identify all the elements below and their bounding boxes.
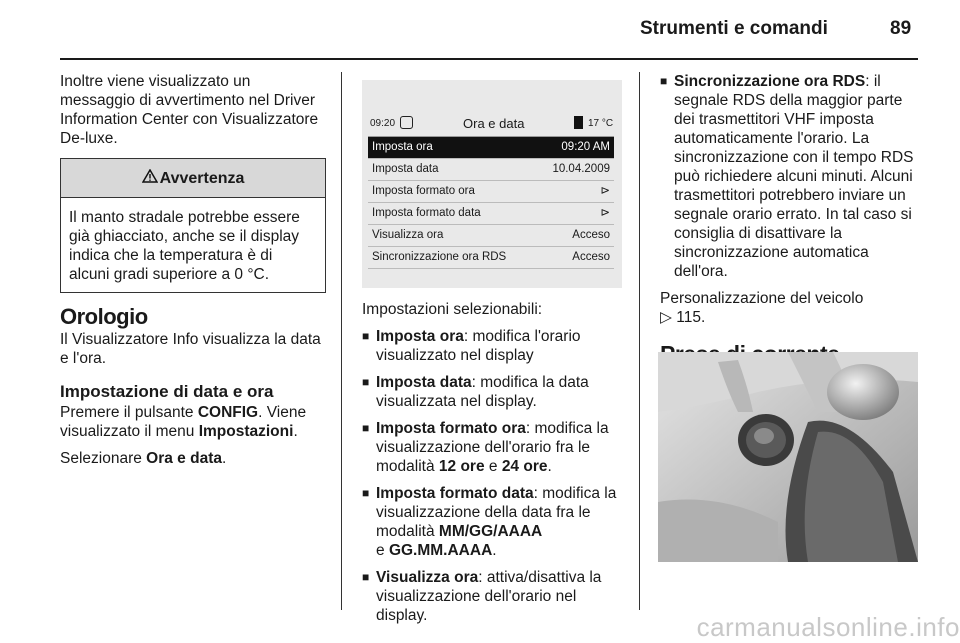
text: . xyxy=(293,423,298,440)
menu-row xyxy=(368,225,614,247)
menu-row-value: 10.04.2009 xyxy=(552,163,610,175)
option-keyword: MM/GG/AAAA xyxy=(438,523,543,540)
subheading-impostazione: Impostazione di data e ora xyxy=(60,382,274,401)
warning-header xyxy=(61,159,325,198)
option-keyword: 12 ore xyxy=(438,458,485,475)
bullet-text: : modifica l'orario visualizzato nel display xyxy=(376,328,581,364)
select-paragraph xyxy=(60,449,326,468)
display-screenshot xyxy=(362,80,622,288)
bullet-item xyxy=(362,419,624,476)
reference-page[interactable]: 115. xyxy=(676,309,706,326)
clock-icon xyxy=(400,116,413,129)
menu-row-label: Imposta ora xyxy=(372,141,433,153)
orologio-paragraph: Il Visualizzatore Info visualizza la data e l'ora. xyxy=(60,331,321,367)
watermark-text: carmanualsonline.info xyxy=(696,612,960,642)
settings-lead: Impostazioni selezionabili: xyxy=(362,301,543,318)
menu-row-arrow-icon: ⊳ xyxy=(600,185,610,197)
bullet-item xyxy=(362,484,624,560)
warning-title: Avvertenza xyxy=(159,170,245,187)
display-menu xyxy=(368,136,614,269)
menu-row xyxy=(368,159,614,181)
bullet-keyword: Imposta formato ora xyxy=(376,420,526,437)
bullet-item xyxy=(362,373,624,411)
bullet-text: : attiva/disattiva la visualizzazione dell'orario nel display. xyxy=(376,569,602,624)
menu-row-value: Acceso xyxy=(572,229,610,241)
text: Selezionare xyxy=(60,450,147,467)
bullet-text: : modifica la visualizzazione della data fra le modalità xyxy=(376,485,617,540)
column-right xyxy=(660,72,922,378)
column-left xyxy=(60,72,326,476)
text: e xyxy=(484,458,502,475)
bullet-keyword: Imposta formato data xyxy=(376,485,534,502)
cross-reference xyxy=(660,289,922,327)
bullet-keyword: Imposta ora xyxy=(376,328,464,345)
column-middle xyxy=(362,300,624,633)
menu-keyword: Impostazioni xyxy=(198,423,294,440)
column-divider xyxy=(639,72,640,610)
config-paragraph xyxy=(60,403,326,441)
bullet-keyword: Imposta data xyxy=(376,374,472,391)
text: . xyxy=(492,542,497,559)
display-temperature: 17 °C xyxy=(588,118,614,129)
menu-row-label: Imposta data xyxy=(372,163,439,175)
menu-row xyxy=(368,203,614,225)
menu-row-value: Acceso xyxy=(572,251,610,263)
ora-data-keyword: Ora e data xyxy=(146,450,222,467)
menu-row-arrow-icon: ⊳ xyxy=(600,207,610,219)
menu-row-label: Imposta formato ora xyxy=(372,185,475,197)
text: . xyxy=(221,450,227,467)
text: Premere il pulsante xyxy=(60,404,198,421)
bullet-item xyxy=(660,72,922,281)
text: . xyxy=(547,458,552,475)
display-status-bar xyxy=(368,114,614,136)
bullet-keyword: Sincronizzazione ora RDS xyxy=(674,73,866,90)
reference-arrow-icon: ▷ xyxy=(660,309,672,326)
text: . Viene visualizzato il menu xyxy=(60,404,307,440)
thermometer-icon xyxy=(574,116,583,129)
menu-row-label: Imposta formato data xyxy=(372,207,481,219)
bullet-text: : modifica la visualizzazione dell'orario fra le modalità xyxy=(376,420,609,475)
header-rule xyxy=(60,58,918,60)
option-keyword: GG.MM.AAAA xyxy=(388,542,493,559)
menu-row xyxy=(368,181,614,203)
warning-body: Il manto stradale potrebbe essere già ghiacciato, anche se il display indica che la temperatura è di alcuni gradi superiore a 0 °C. xyxy=(69,209,300,283)
page-number: 89 xyxy=(890,18,912,39)
menu-row xyxy=(368,247,614,269)
running-header-title: Strumenti e comandi xyxy=(640,18,828,39)
warning-box xyxy=(60,158,326,293)
power-outlet-photo xyxy=(658,352,918,562)
text: e xyxy=(376,542,389,559)
bullet-text: : modifica la data visualizzata nel display. xyxy=(376,374,589,410)
warning-triangle-icon xyxy=(142,169,158,188)
reference-text: Personalizzazione del veicolo xyxy=(660,290,864,307)
section-heading-orologio: Orologio xyxy=(60,304,148,329)
config-keyword: CONFIG xyxy=(197,404,259,421)
bullet-text: : il segnale RDS della maggior parte dei trasmettitori VHF imposta automaticamente l'orario. La sincronizzazione con il tempo RDS può richiedere alcuni minuti. Alcuni trasmettitori potrebbero inviare un segnale orario errato. In tal caso si consiglia di disattivare la sincronizzazione automatica dell'ora. xyxy=(674,73,914,280)
menu-row-label: Visualizza ora xyxy=(372,229,444,241)
menu-row-label: Sincronizzazione ora RDS xyxy=(372,251,507,263)
option-keyword: 24 ore xyxy=(501,458,548,475)
column-divider xyxy=(341,72,342,610)
menu-row xyxy=(368,137,614,159)
display-time: 09:20 xyxy=(370,118,396,129)
menu-row-value: 09:20 AM xyxy=(561,141,610,153)
display-title: Ora e data xyxy=(463,116,525,131)
bullet-item xyxy=(362,327,624,365)
bullet-keyword: Visualizza ora xyxy=(376,569,479,586)
intro-paragraph: Inoltre viene visualizzato un messaggio di avvertimento nel Driver Information Center con Visualizzatore De-luxe. xyxy=(60,73,319,147)
